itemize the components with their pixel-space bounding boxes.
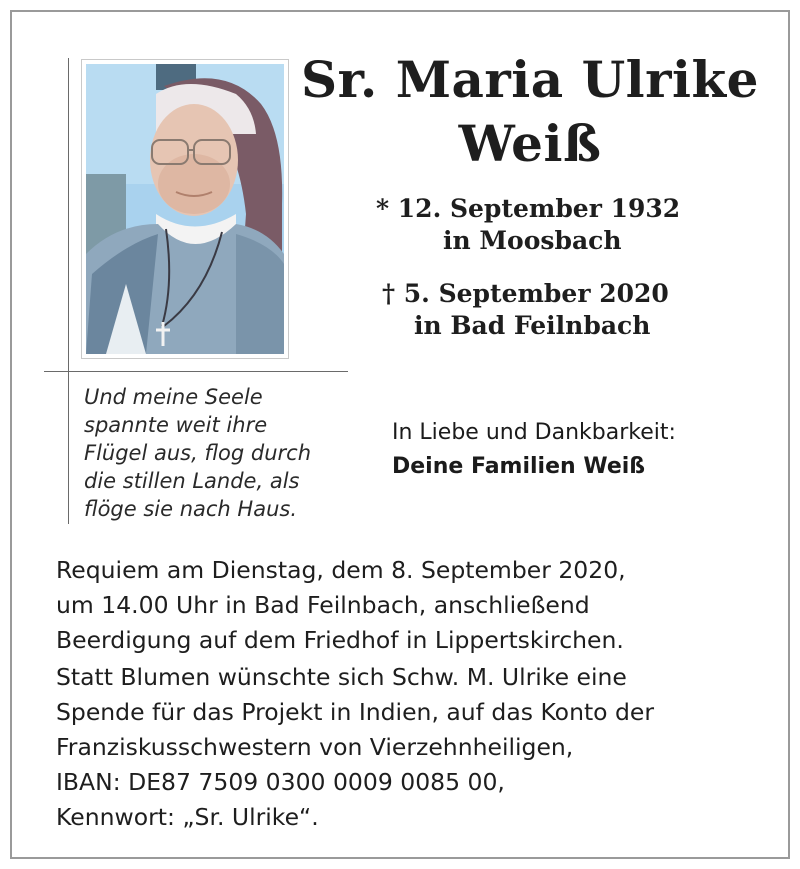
poem-line: Und meine Seele [84,385,263,409]
poem-quote [84,383,354,523]
donation-line: Kennwort: „Sr. Ulrike“. [56,803,319,831]
poem-line: Flügel aus, flog durch [84,441,312,465]
donation-line: Statt Blumen wünschte sich Schw. M. Ulrike eine [56,663,627,691]
thanks-text: In Liebe und Dankbarkeit: [392,420,676,445]
donation-line: Spende für das Projekt in Indien, auf das Konto der [56,698,655,726]
donation-line: IBAN: DE87 7509 0300 0009 0085 00, [56,768,505,796]
poem-line: flöge sie nach Haus. [84,497,298,521]
requiem-line: Beerdigung auf dem Friedhof in Lippertskirchen. [56,626,624,654]
name-line-2: Weiß [458,114,602,173]
donation-line: Franziskusschwestern von Vierzehnheiligen, [56,733,574,761]
requiem-paragraph [56,553,776,658]
requiem-line: Requiem am Dienstag, dem 8. September 2020, [56,556,626,584]
requiem-line: um 14.00 Uhr in Bad Feilnbach, anschließend [56,591,590,619]
name-line-1: Sr. Maria Ulrike [301,50,759,109]
birth-place: in Moosbach [443,226,622,255]
birth-date: * 12. September 1932 [376,194,681,223]
poem-line: spannte weit ihre [84,413,268,437]
family-signature: Deine Familien Weiß [392,454,646,479]
vertical-rule [68,58,69,524]
death-date: † 5. September 2020 [382,279,669,308]
poem-line: die stillen Lande, als [84,469,300,493]
portrait-photo [82,60,288,358]
donation-paragraph [56,660,776,835]
horizontal-rule [44,371,348,372]
death-place: in Bad Feilnbach [414,311,651,340]
